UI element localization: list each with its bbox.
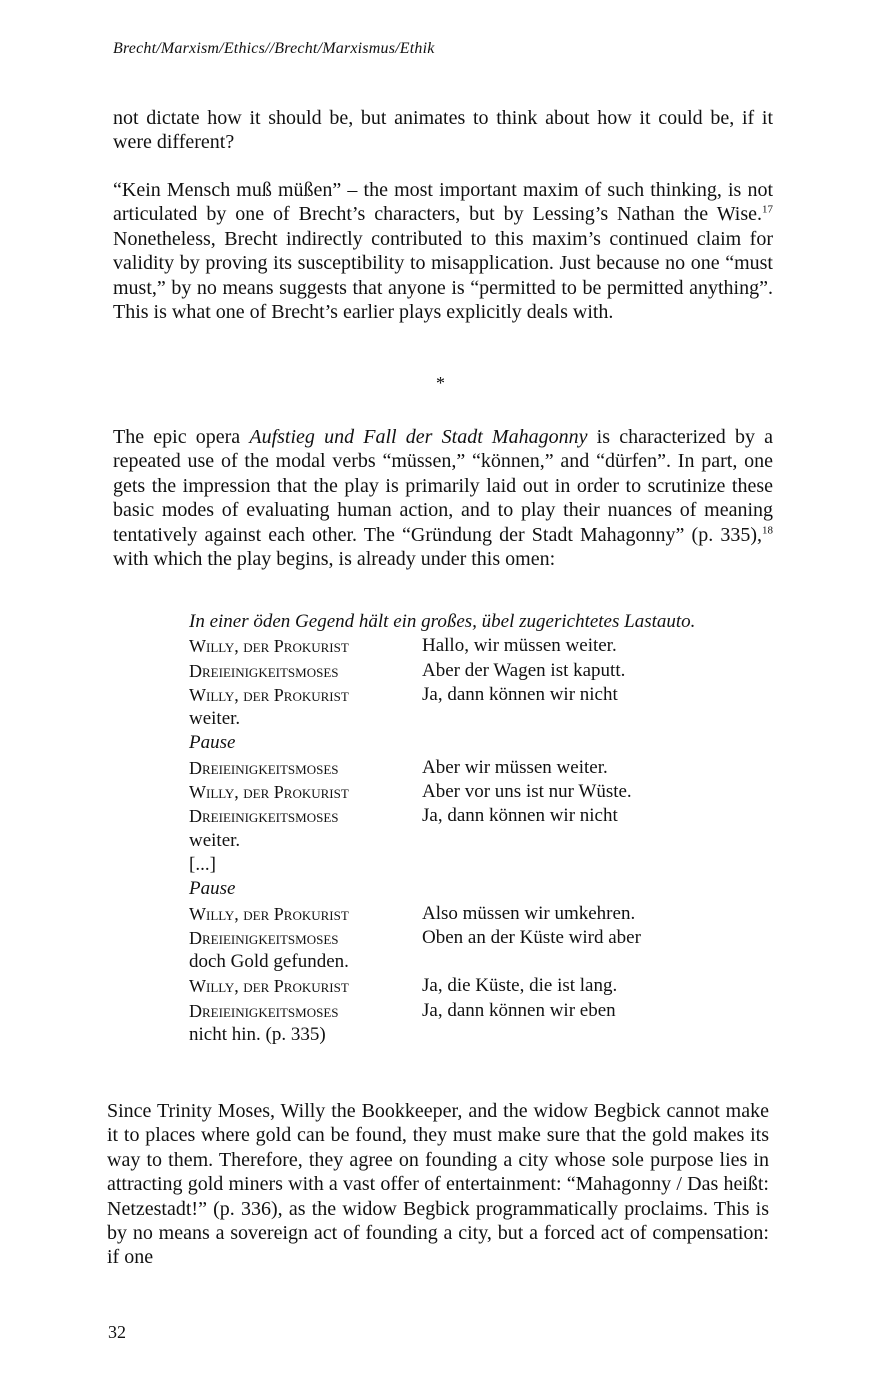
footnote-marker-17: 17 — [762, 203, 773, 216]
dialogue-text: Ja, dann können wir nicht — [422, 805, 618, 827]
stage-direction: Pause — [189, 878, 236, 900]
dialogue-line — [189, 683, 709, 707]
dialogue-text: Oben an der Küste wird aber — [422, 926, 641, 948]
dialogue-text: Aber vor uns ist nur Wüste. — [422, 781, 632, 803]
speaker-name: Dreieinigkeitsmoses — [189, 1000, 339, 1021]
running-head: Brecht/Marxism/Ethics//Brecht/Marxismus/Ethik — [113, 40, 435, 57]
section-separator: * — [436, 373, 445, 393]
page-number: 32 — [108, 1322, 126, 1342]
speaker-name: Willy, der Prokurist — [189, 684, 349, 705]
speaker-name: Willy, der Prokurist — [189, 636, 349, 657]
dialogue-line — [189, 804, 709, 828]
dialogue-line — [189, 780, 709, 804]
block-quote-dialogue — [189, 610, 709, 1047]
dialogue-line — [189, 659, 709, 683]
stage-direction: In einer öden Gegend hält ein großes, übel zugerichtetes Lastauto. — [189, 611, 696, 632]
paragraph-text: Nonetheless, Brecht indirectly contributed to this maxim’s continued claim for validity by proving its susceptibility to misapplication. Just because no one “must must,” by no means suggests that anyone is “permitted to be permitted anything”. This is what one of Brecht’s earlier plays explicitly deals with. — [113, 227, 773, 324]
speaker-name: Dreieinigkeitsmoses — [189, 757, 339, 778]
paragraph-mahagonny-opera — [113, 425, 773, 571]
dialogue-text: Ja, dann können wir nicht — [422, 683, 618, 705]
dialogue-continuation: nicht hin. (p. 335) — [189, 1024, 326, 1046]
dialogue-line — [189, 634, 709, 658]
dialogue-continuation: weiter. — [189, 829, 241, 851]
paragraph-text: The epic opera — [113, 426, 250, 448]
dialogue-text: Aber der Wagen ist kaputt. — [422, 659, 626, 681]
ellipsis-omission: [...] — [189, 853, 216, 875]
paragraph-text: “Kein Mensch muß müßen” – the most important maxim of such thinking, is not articulated by one of Brecht’s characters, but by Lessing’s Nathan the Wise. — [113, 179, 773, 226]
paragraph-continuation: not dictate how it should be, but animates to think about how it could be, if it were different? — [113, 107, 773, 154]
dialogue-line — [189, 999, 709, 1023]
speaker-name: Dreieinigkeitsmoses — [189, 806, 339, 827]
dialogue-line — [189, 756, 709, 780]
speaker-name: Dreieinigkeitsmoses — [189, 927, 339, 948]
paragraph-lessing-maxim — [113, 178, 773, 324]
speaker-name: Willy, der Prokurist — [189, 903, 349, 924]
dialogue-continuation: doch Gold gefunden. — [189, 951, 349, 973]
speaker-name: Willy, der Prokurist — [189, 976, 349, 997]
dialogue-line — [189, 926, 709, 950]
dialogue-line — [189, 902, 709, 926]
dialogue-text: Ja, die Küste, die ist lang. — [422, 975, 618, 997]
dialogue-text: Aber wir müssen weiter. — [422, 756, 608, 778]
work-title: Aufstieg und Fall der Stadt Mahagonny — [249, 426, 588, 448]
dialogue-text: Ja, dann können wir eben — [422, 999, 616, 1021]
dialogue-line — [189, 974, 709, 998]
dialogue-text: Hallo, wir müssen weiter. — [422, 635, 617, 657]
dialogue-text: Also müssen wir umkehren. — [422, 902, 636, 924]
speaker-name: Dreieinigkeitsmoses — [189, 660, 339, 681]
paragraph-text: with which the play begins, is already under this omen: — [113, 548, 556, 571]
dialogue-continuation: weiter. — [189, 708, 241, 730]
footnote-marker-18: 18 — [762, 523, 773, 536]
paragraph-gold-city: Since Trinity Moses, Willy the Bookkeeper, and the widow Begbick cannot make it to places where gold can be found, they must make sure that the gold makes its way to them. Therefore, they agree on founding a city whose sole purpose lies in attracting gold miners with a vast offer of entertainment: “Mahagonny / Das heißt: Netzestadt!” (p. 336), as the widow Begbick programmatically proclaims. This is by no means a sovereign act of founding a city, but a forced act of compensation: if one — [107, 1100, 769, 1269]
speaker-name: Willy, der Prokurist — [189, 782, 349, 803]
stage-direction: Pause — [189, 732, 236, 754]
paragraph-text: is characterized by a repeated use of the modal verbs “müssen,” “können,” and “dürfen”. In part, one gets the impression that the play is primarily laid out in order to scrutinize these basic modes of evaluating human action, and to play their nuances of meaning tentatively against each other. The “Gründung der Stadt Mahagonny” (p. 335), — [113, 426, 774, 546]
